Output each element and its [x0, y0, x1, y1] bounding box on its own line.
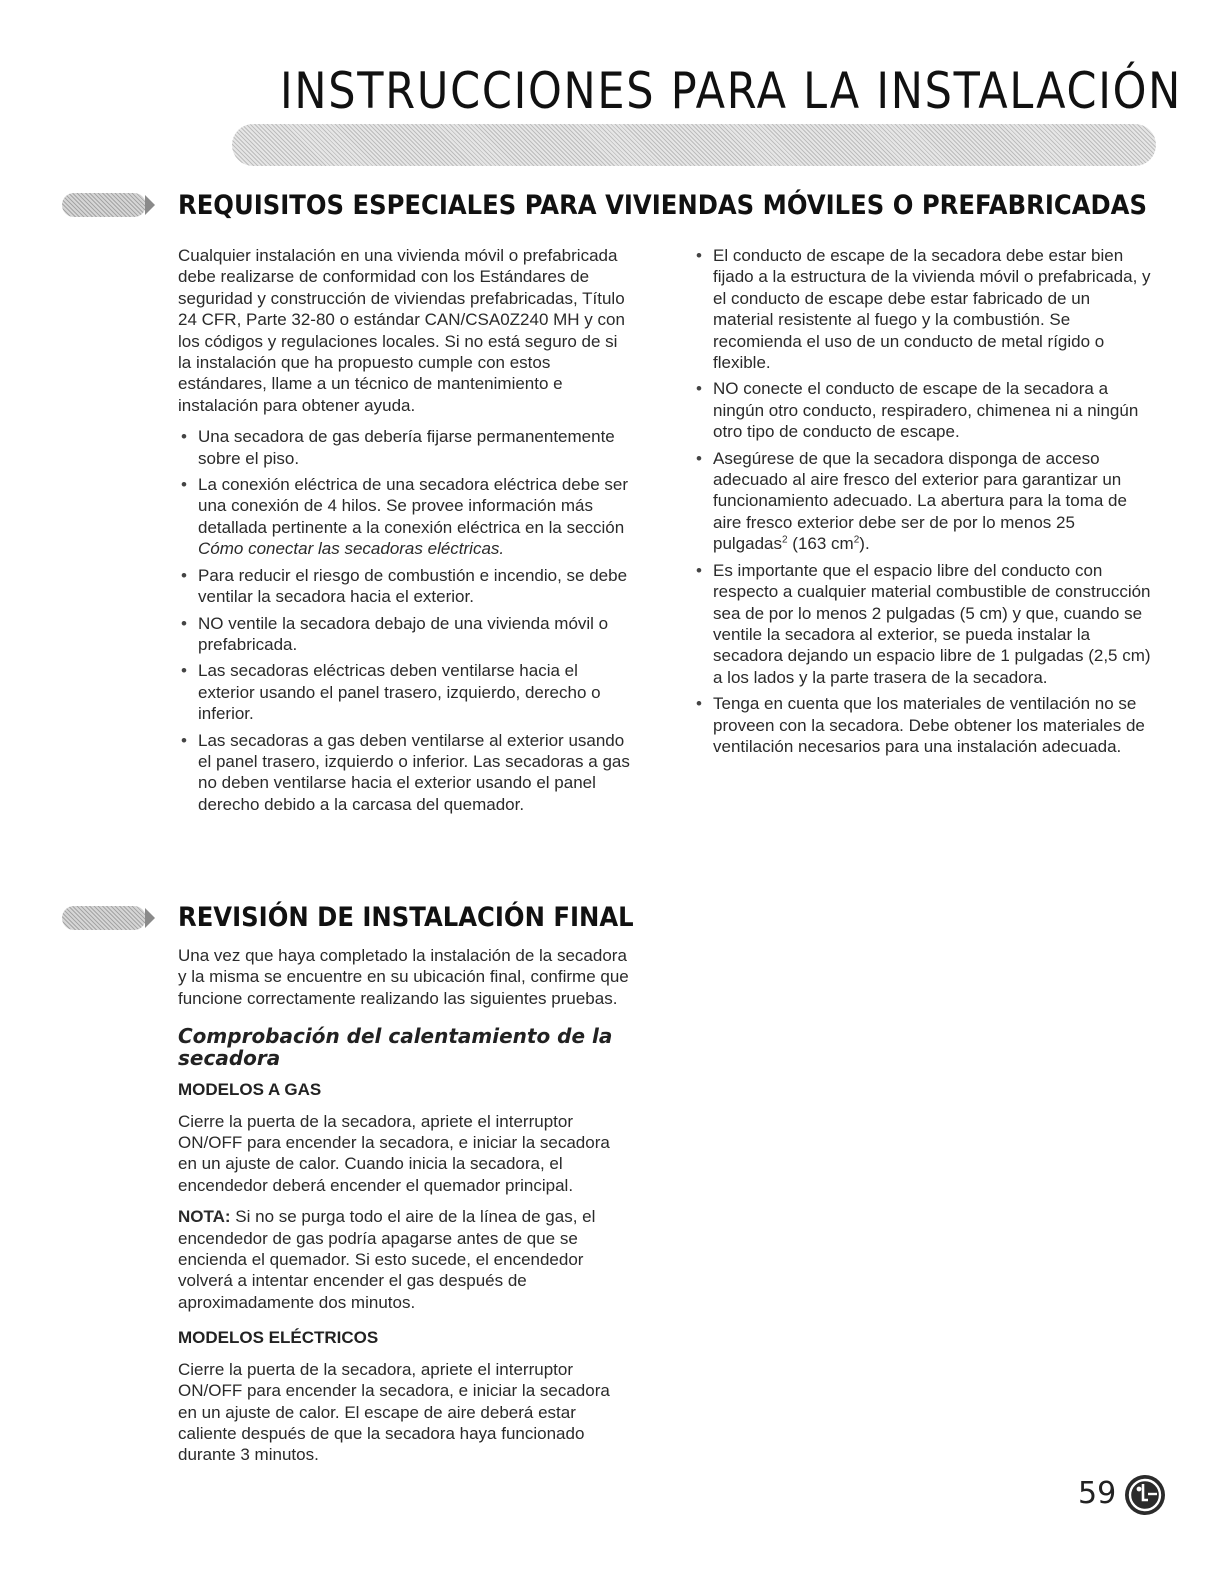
electric-models-heading: MODELOS ELÉCTRICOS: [178, 1328, 379, 1348]
section-heading-requirements: REQUISITOS ESPECIALES PARA VIVIENDAS MÓVILES O PREFABRICADAS: [178, 190, 1147, 221]
lg-logo-icon: [1124, 1474, 1166, 1516]
left-bullet-list: [178, 426, 633, 815]
gas-models-heading: MODELOS A GAS: [178, 1080, 322, 1100]
list-item: • NO ventile la secadora debajo de una vivienda móvil o prefabricada.: [178, 613, 633, 656]
list-item: • Una secadora de gas debería fijarse permanentemente sobre el piso.: [178, 426, 633, 469]
list-item: [693, 448, 1153, 555]
title-decorative-bar: [232, 124, 1156, 166]
list-item: • NO conecte el conducto de escape de la secadora a ningún otro conducto, respiradero, chimenea ni a ningún otro tipo de conducto de escape.: [693, 378, 1153, 442]
list-item-text: La conexión eléctrica de una secadora eléctrica debe ser una conexión de 4 hilos. Se provee información más detallada pertinente a la conexión eléctrica en la sección: [198, 475, 628, 537]
final-review-column: [178, 945, 633, 1476]
section-tab-icon: [62, 906, 146, 930]
right-bullet-list: [693, 245, 1153, 757]
list-item: • Tenga en cuenta que los materiales de ventilación no se proveen con la secadora. Debe obtener los materiales de ventilación necesarios para una instalación adecuada.: [693, 693, 1153, 757]
note-text: Si no se purga todo el aire de la línea de gas, el encendedor de gas podría apagarse antes de que se encienda el quemador. Si esto sucede, el encendedor volverá a intentar encender el gas después de aproximadamente dos minutos.: [178, 1207, 596, 1312]
superscript: 2: [782, 534, 788, 546]
note-label: NOTA:: [178, 1207, 231, 1227]
intro-paragraph: Cualquier instalación en una vivienda móvil o prefabricada debe realizarse de conformidad con los Estándares de seguridad y construcción de viviendas prefabricadas, Título 24 CFR, Parte 32-80 o estándar CAN/CSA0Z240 MH y con los códigos y regulaciones locales. Si no está seguro de si la instalación que ha propuesto cumple con estos estándares, llame a un técnico de mantenimiento e instalación para obtener ayuda.: [178, 246, 625, 415]
list-item: • Es importante que el espacio libre del conducto con respecto a cualquier material combustible de construcción sea de por lo menos 2 pulgadas (5 cm) y que, cuando se ventile la secadora al exterior, se pueda instalar la secadora dejando un espacio libre de 1 pulgadas (2,5 cm) a los lados y la parte trasera de la secadora.: [693, 560, 1153, 688]
section-tab-icon: [62, 193, 146, 217]
list-item-text: Asegúrese de que la secadora disponga de acceso adecuado al aire fresco del exterior para garantizar un funcionamiento adecuado. La abertura para la toma de aire fresco exterior debe ser de por lo menos 25 pulgadas: [713, 448, 1127, 554]
heat-check-subheading: Comprobación del calentamiento de la secadora: [178, 1024, 613, 1071]
list-item: • Para reducir el riesgo de combustión e incendio, se debe ventilar la secadora hacia el exterior.: [178, 565, 633, 608]
list-item: • Las secadoras a gas deben ventilarse al exterior usando el panel trasero, izquierdo o inferior. Las secadoras a gas no deben ventilarse hacia el exterior usando el panel derecho debido a la carcasa del quemador.: [178, 730, 633, 816]
list-item-italic-reference: Cómo conectar las secadoras eléctricas.: [198, 539, 505, 559]
list-item: • Las secadoras eléctricas deben ventilarse hacia el exterior usando el panel trasero, izquierdo, derecho o inferior.: [178, 660, 633, 724]
page-title: INSTRUCCIONES PARA LA INSTALACIÓN: [280, 62, 1183, 120]
list-item: [178, 474, 633, 560]
note-paragraph: [178, 1206, 633, 1313]
page-number: 59: [1078, 1476, 1117, 1511]
list-item: • El conducto de escape de la secadora debe estar bien fijado a la estructura de la vivienda móvil o prefabricada, y el conducto de escape debe estar fabricado de un material resistente al fuego y la combustión. Se recomienda el uso de un conducto de metal rígido o flexible.: [693, 245, 1153, 373]
right-column: [693, 245, 1153, 762]
section-heading-final-review: REVISIÓN DE INSTALACIÓN FINAL: [178, 902, 634, 933]
gas-models-paragraph: Cierre la puerta de la secadora, apriete el interruptor ON/OFF para encender la secadora, e iniciar la secadora en un ajuste de calor. Cuando inicia la secadora, el encendedor deberá encender el quemador principal.: [178, 1111, 610, 1195]
list-item-text: (163 cm: [787, 534, 854, 554]
list-item-text: ).: [859, 534, 870, 554]
left-column: [178, 245, 633, 820]
electric-models-paragraph: Cierre la puerta de la secadora, apriete el interruptor ON/OFF para encender la secadora, e iniciar la secadora en un ajuste de calor. El escape de aire deberá estar caliente después de que la secadora haya funcionado durante 3 minutos.: [178, 1359, 610, 1465]
superscript: 2: [853, 534, 860, 546]
final-review-intro: Una vez que haya completado la instalación de la secadora y la misma se encuentre en su ubicación final, confirme que funcione correctamente realizando las siguientes pruebas.: [178, 946, 629, 1008]
